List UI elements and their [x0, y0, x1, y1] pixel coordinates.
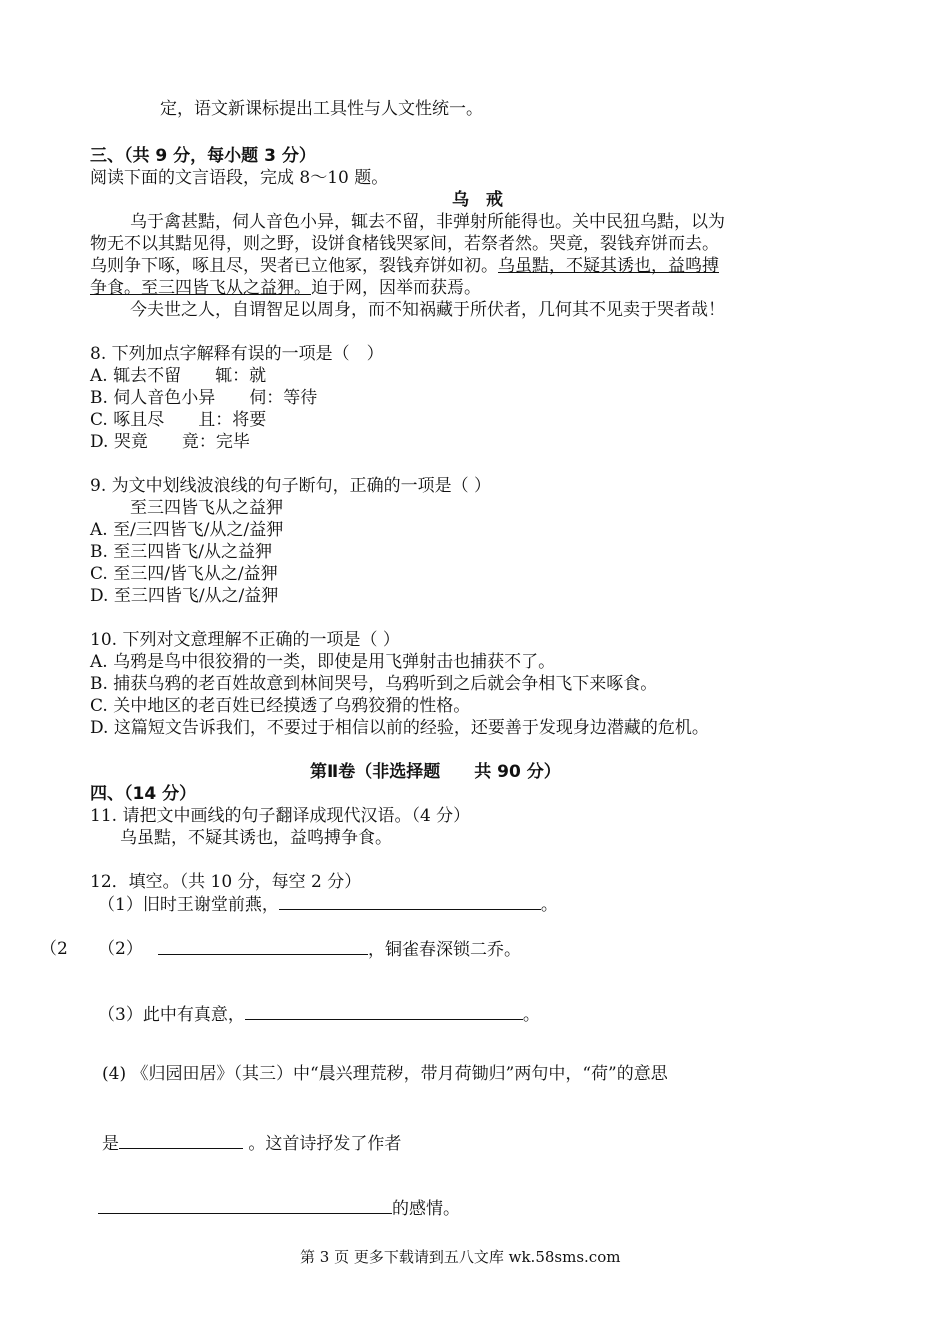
q12-item-4-end: 的感情。 — [392, 1199, 460, 1219]
intro-line: 定，语文新课标提出工具性与人文性统一。 — [160, 99, 483, 119]
q12-item-3-end: 。 — [522, 1005, 540, 1025]
underlined-sentence-part2: 争食。 — [90, 278, 141, 298]
q12-item-2 — [158, 938, 521, 961]
q11-sentence: 乌虽黠，不疑其诱也，益鸣搏争食。 — [120, 828, 392, 848]
passage-line-2: 物无不以其黠见得，则之野，设饼食楮钱哭冢间，若祭者然。哭竟，裂钱弃饼而去。 — [90, 234, 719, 254]
q12-item-2-label: （2） — [98, 939, 143, 959]
q9-sentence: 至三四皆飞从之益狎 — [130, 498, 283, 518]
q12-item-4-ending — [98, 1197, 460, 1220]
passage-line-3-plain: 乌则争下啄，啄且尽，哭者已立他冢，裂钱弃饼如初。 — [90, 256, 498, 276]
part2-heading: 第Ⅱ卷（非选择题 共 90 分） — [310, 762, 561, 782]
q9-stem: 9. 为文中划线波浪线的句子断句，正确的一项是（ ） — [90, 476, 492, 496]
answer-blank-1[interactable] — [279, 893, 541, 910]
answer-blank-5[interactable] — [98, 1197, 392, 1214]
passage-line-5: 今夫世之人，自谓智足以周身，而不知祸藏于所伏者，几何其不见卖于哭者哉！ — [130, 300, 725, 320]
section4-heading: 四、（14 分） — [90, 784, 197, 804]
answer-blank-4[interactable] — [119, 1132, 243, 1149]
page-footer: 第 3 页 更多下载请到五八文库 wk.58sms.com — [300, 1248, 621, 1266]
q12-item-4-cont-a: 是 — [102, 1134, 119, 1154]
q9-option-b: B. 至三四皆飞/从之益狎 — [90, 542, 273, 562]
q10-option-a: A. 乌鸦是鸟中很狡猾的一类，即使是用飞弹射击也捕获不了。 — [90, 652, 556, 672]
passage-line-4 — [90, 277, 481, 299]
q10-stem: 10. 下列对文意理解不正确的一项是（ ） — [90, 630, 400, 650]
q10-option-b: B. 捕获乌鸦的老百姓故意到林间哭号，乌鸦听到之后就会争相飞下来啄食。 — [90, 674, 658, 694]
q12-item-4: (4) 《归园田居》（其三）中“晨兴理荒秽，带月荷锄归”两句中，“荷”的意思 — [102, 1064, 668, 1084]
q12-stem: 12．填空。（共 10 分，每空 2 分） — [90, 872, 362, 892]
q12-item-3 — [98, 1003, 540, 1026]
passage-line-1: 乌于禽甚黠，伺人音色小异，辄去不留，非弹射所能得也。关中民狃乌黠，以为 — [130, 212, 725, 232]
q8-stem: 8. 下列加点字解释有误的一项是（ ） — [90, 344, 384, 364]
underlined-sentence-part1: 乌虽黠，不疑其诱也，益鸣搏 — [498, 256, 719, 276]
q12-item-2-text: ，铜雀春深锁二乔。 — [368, 940, 521, 960]
q12-item-4-cont-b: 。这首诗抒发了作者 — [243, 1134, 402, 1154]
wavy-underlined-sentence: 至三四皆飞从之益狎。 — [141, 278, 311, 298]
q8-option-d: D. 哭竟 竟：完毕 — [90, 432, 250, 452]
answer-blank-2[interactable] — [158, 938, 368, 955]
passage-line-3 — [90, 255, 719, 277]
q8-option-a: A. 辄去不留 辄：就 — [90, 366, 267, 386]
passage-title: 乌 戒 — [452, 190, 503, 210]
q10-option-c: C. 关中地区的老百姓已经摸透了乌鸦狡猾的性格。 — [90, 696, 471, 716]
q12-item-1 — [98, 893, 558, 916]
margin-fragment: （2 — [40, 939, 68, 959]
q8-option-c: C. 啄且尽 且：将要 — [90, 410, 267, 430]
q12-item-1-text: （1）旧时王谢堂前燕， — [98, 895, 279, 915]
answer-blank-3[interactable] — [245, 1003, 523, 1020]
q11-stem: 11. 请把文中画线的句子翻译成现代汉语。（4 分） — [90, 806, 471, 826]
q9-option-d: D. 至三四皆飞/从之/益狎 — [90, 586, 279, 606]
section3-heading: 三、（共 9 分，每小题 3 分） — [90, 146, 316, 166]
q10-option-d: D. 这篇短文告诉我们，不要过于相信以前的经验，还要善于发现身边潜藏的危机。 — [90, 718, 709, 738]
q12-item-1-end: 。 — [540, 895, 558, 915]
section3-instruction: 阅读下面的文言语段，完成 8～10 题。 — [90, 168, 389, 188]
q8-option-b: B. 伺人音色小异 伺：等待 — [90, 388, 318, 408]
q12-item-4-continuation — [102, 1132, 401, 1155]
q12-item-3-text: （3）此中有真意， — [98, 1005, 245, 1025]
passage-line-4-plain: 迫于网，因举而获焉。 — [311, 278, 481, 298]
q9-option-a: A. 至/三四皆飞/从之/益狎 — [90, 520, 284, 540]
q9-option-c: C. 至三四/皆飞从之/益狎 — [90, 564, 278, 584]
